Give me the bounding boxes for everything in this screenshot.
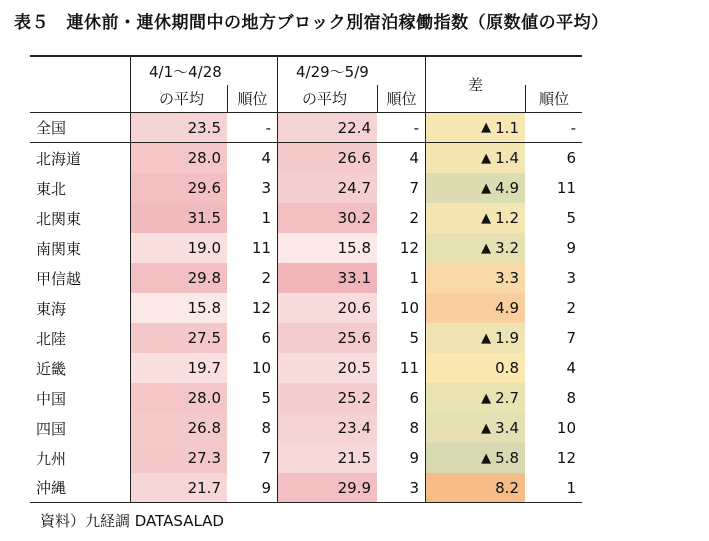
period2-rank: 2 (409, 209, 419, 227)
diff-rank: 2 (566, 299, 576, 317)
region-name: 北陸 (36, 329, 67, 348)
period2-value: 25.6 (277, 323, 377, 353)
header-period2: 4/29～5/9 (277, 55, 425, 85)
period2-rank: 1 (409, 269, 419, 287)
period2-rank: - (377, 113, 425, 143)
diff-value (425, 443, 525, 473)
header-rank2: 順位 (377, 85, 425, 113)
table-title: 表５ 連休前・連休期間中の地方ブロック別宿泊稼働指数（原数値の平均） (14, 13, 609, 33)
header-period1: 4/1～4/28 (130, 55, 277, 85)
period2-rank: 10 (399, 299, 419, 317)
period1-rank: - (227, 113, 277, 143)
period1-rank: 3 (261, 179, 271, 197)
diff-value (425, 113, 525, 143)
diff-value (425, 203, 525, 233)
period1-rank: 11 (251, 239, 271, 257)
diff-rank: - (525, 113, 582, 143)
diff-number: 1.1 (495, 118, 519, 137)
index-table (30, 55, 582, 503)
region-name: 九州 (36, 449, 67, 468)
period1-rank: 8 (261, 419, 271, 437)
diff-value (425, 143, 525, 173)
decrease-triangle-icon: ▲ (481, 450, 492, 466)
region-name: 全国 (30, 113, 130, 143)
period1-value: 29.8 (130, 263, 227, 293)
diff-rank: 1 (525, 473, 582, 503)
period1-value: 19.7 (130, 353, 227, 383)
period2-rank: 4 (409, 149, 419, 167)
diff-value (425, 323, 525, 353)
region-name: 甲信越 (36, 269, 82, 288)
period2-value: 30.2 (277, 203, 377, 233)
diff-number: 4.9 (495, 299, 519, 317)
period1-value: 28.0 (130, 383, 227, 413)
diff-number: 5.8 (495, 449, 519, 467)
period2-value: 22.4 (277, 113, 377, 143)
decrease-triangle-icon: ▲ (481, 330, 492, 346)
period1-value: 27.5 (130, 323, 227, 353)
diff-rank: 10 (556, 419, 576, 437)
period2-rank: 9 (409, 449, 419, 467)
diff-number: 4.9 (495, 179, 519, 197)
decrease-triangle-icon: ▲ (481, 390, 492, 406)
diff-value (425, 383, 525, 413)
period2-rank: 12 (399, 239, 419, 257)
header-blank-right (525, 55, 582, 85)
decrease-triangle-icon: ▲ (481, 240, 492, 256)
period1-value: 29.6 (130, 173, 227, 203)
period2-value: 26.6 (277, 143, 377, 173)
period1-value: 19.0 (130, 233, 227, 263)
diff-number: 3.4 (495, 419, 519, 437)
diff-rank: 6 (566, 149, 576, 167)
diff-number: 1.9 (495, 329, 519, 347)
period2-value: 33.1 (277, 263, 377, 293)
source-note: 資料）九経調 DATASALAD (40, 512, 224, 530)
period1-rank: 9 (227, 473, 277, 503)
diff-rank: 5 (566, 209, 576, 227)
diff-rank: 9 (566, 239, 576, 257)
period1-value: 28.0 (130, 143, 227, 173)
diff-number: 3.2 (495, 239, 519, 257)
diff-rank: 12 (556, 449, 576, 467)
diff-value (425, 473, 525, 503)
diff-value (425, 233, 525, 263)
header-blank (30, 55, 130, 113)
diff-value (425, 353, 525, 383)
period1-value: 31.5 (130, 203, 227, 233)
period1-rank: 7 (261, 449, 271, 467)
period2-value: 23.4 (277, 413, 377, 443)
period2-value: 20.5 (277, 353, 377, 383)
period2-rank: 7 (409, 179, 419, 197)
region-name: 中国 (36, 389, 67, 408)
decrease-triangle-icon: ▲ (481, 420, 492, 436)
decrease-triangle-icon: ▲ (481, 120, 492, 135)
region-name: 沖縄 (30, 473, 130, 503)
period1-rank: 10 (251, 359, 271, 377)
period2-value: 21.5 (277, 443, 377, 473)
region-name: 南関東 (36, 239, 82, 258)
region-name: 北関東 (36, 209, 82, 228)
period1-rank: 6 (261, 329, 271, 347)
period2-value: 15.8 (277, 233, 377, 263)
period2-value: 24.7 (277, 173, 377, 203)
region-name: 東海 (36, 299, 67, 318)
period1-rank: 4 (261, 149, 271, 167)
diff-value (425, 173, 525, 203)
diff-number: 0.8 (495, 359, 519, 377)
decrease-triangle-icon: ▲ (481, 180, 492, 196)
period1-value: 23.5 (130, 113, 227, 143)
region-name: 近畿 (36, 359, 67, 378)
period2-rank: 11 (399, 359, 419, 377)
period2-rank: 5 (409, 329, 419, 347)
diff-value (425, 263, 525, 293)
diff-rank: 4 (566, 359, 576, 377)
diff-number: 2.7 (495, 389, 519, 407)
period1-value: 15.8 (130, 293, 227, 323)
period1-rank: 12 (251, 299, 271, 317)
header-period1-sub: の平均 (130, 85, 227, 113)
header-diff: 差 (425, 55, 525, 113)
region-name: 東北 (36, 179, 67, 198)
period1-value: 26.8 (130, 413, 227, 443)
diff-number: 1.2 (495, 209, 519, 227)
period1-value: 21.7 (130, 473, 227, 503)
period2-rank: 3 (377, 473, 425, 503)
header-rank3: 順位 (525, 85, 582, 113)
header-period2-sub: の平均 (277, 85, 377, 113)
region-name: 四国 (36, 419, 67, 438)
decrease-triangle-icon: ▲ (481, 210, 492, 226)
period2-value: 20.6 (277, 293, 377, 323)
period1-value: 27.3 (130, 443, 227, 473)
diff-rank: 8 (566, 389, 576, 407)
diff-value (425, 293, 525, 323)
diff-rank: 11 (556, 179, 576, 197)
diff-number: 1.4 (495, 149, 519, 167)
period2-value: 25.2 (277, 383, 377, 413)
diff-value (425, 413, 525, 443)
diff-number: 3.3 (495, 269, 519, 287)
period1-rank: 2 (261, 269, 271, 287)
period1-rank: 1 (261, 209, 271, 227)
period2-rank: 6 (409, 389, 419, 407)
period1-rank: 5 (261, 389, 271, 407)
diff-rank: 7 (566, 329, 576, 347)
period2-value: 29.9 (277, 473, 377, 503)
decrease-triangle-icon: ▲ (481, 150, 492, 166)
region-name: 北海道 (36, 149, 82, 168)
header-rank1: 順位 (227, 85, 277, 113)
diff-number: 8.2 (495, 478, 519, 497)
diff-rank: 3 (566, 269, 576, 287)
period2-rank: 8 (409, 419, 419, 437)
